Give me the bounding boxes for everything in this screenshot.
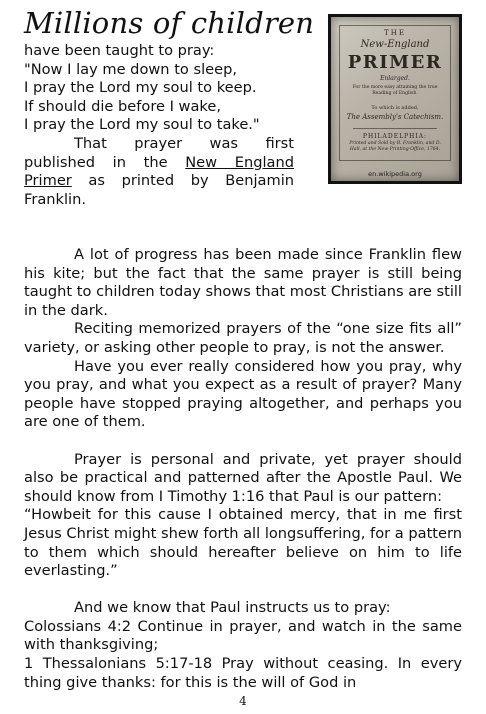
poem-line: I pray the Lord my soul to take." (24, 116, 260, 134)
page-number: 4 (239, 694, 247, 708)
image-credit: en.wikipedia.org (368, 170, 422, 178)
cover-rule (353, 128, 437, 129)
page-title: Millions of children (24, 6, 315, 40)
intro-tail: as printed by Benjamin Franklin. (24, 172, 294, 208)
body-text (24, 246, 462, 692)
paragraph: Reciting memorized prayers of the “one size fits all” variety, or asking other people to pray, is not the answer. (24, 320, 462, 356)
poem-line: "Now I lay me down to sleep, (24, 60, 238, 78)
cover-enlarged: Enlarged. (380, 75, 410, 82)
poem-line: I pray the Lord my soul to keep. (24, 79, 257, 97)
cover-new-england: New-England (360, 39, 430, 50)
poem-line: have been taught to pray: (24, 42, 215, 59)
intro-paragraph (24, 135, 294, 209)
cover-city: PHILADELPHIA: (362, 133, 428, 140)
paragraph-gap (24, 432, 462, 451)
primer-book-image (328, 14, 462, 184)
cover-publisher: Printed and Sold by B. Franklin, and D. Hall, at the New-Printing-Office, 1764. (349, 141, 441, 152)
paragraph: Have you ever really considered how you pray, why you pray, and what you expect as a result of prayer? Many people have stopped praying altogether, and perhaps you are one of them. (24, 357, 462, 431)
paragraph: Prayer is personal and private, yet prayer should also be practical and patterned after the Apostle Paul. We should know from I Timothy 1:16 that Paul is our pattern: (24, 450, 462, 505)
scripture-quote: “Howbeit for this cause I obtained mercy, that in me first Jesus Christ might shew forth all longsuffering, for a pattern to them which should hereafter believe on him to life everlasting.” (24, 506, 462, 580)
paragraph: A lot of progress has been made since Franklin flew his kite; but the fact that the same prayer is still being taught to children today shows that most Christians are still in the dark. (24, 246, 462, 319)
cover-primer: PRIMER (347, 52, 443, 73)
new-england-primer-link[interactable]: New England Primer (24, 153, 294, 190)
book-cover (331, 17, 459, 181)
paragraph: And we know that Paul instructs us to pray: (74, 599, 391, 617)
prayer-poem (24, 42, 324, 135)
cover-subtitle: For the more easy attaining the true Reading of English. (352, 85, 438, 96)
paragraph-gap (24, 581, 462, 600)
poem-line: If should die before I wake, (24, 97, 221, 115)
cover-the: THE (384, 29, 406, 37)
scripture-thessalonians: 1 Thessalonians 5:17-18 Pray without ceasing. In every thing give thanks: for this is the will of God in (24, 655, 462, 691)
cover-annexed: To which is added, (371, 105, 419, 111)
cover-catechism: The Assembly's Catechism. (346, 113, 444, 121)
intro-lead: That prayer was first published in the (24, 135, 294, 171)
scripture-colossians: Colossians 4:2 Continue in prayer, and watch in the same with thanksgiving; (24, 617, 462, 654)
